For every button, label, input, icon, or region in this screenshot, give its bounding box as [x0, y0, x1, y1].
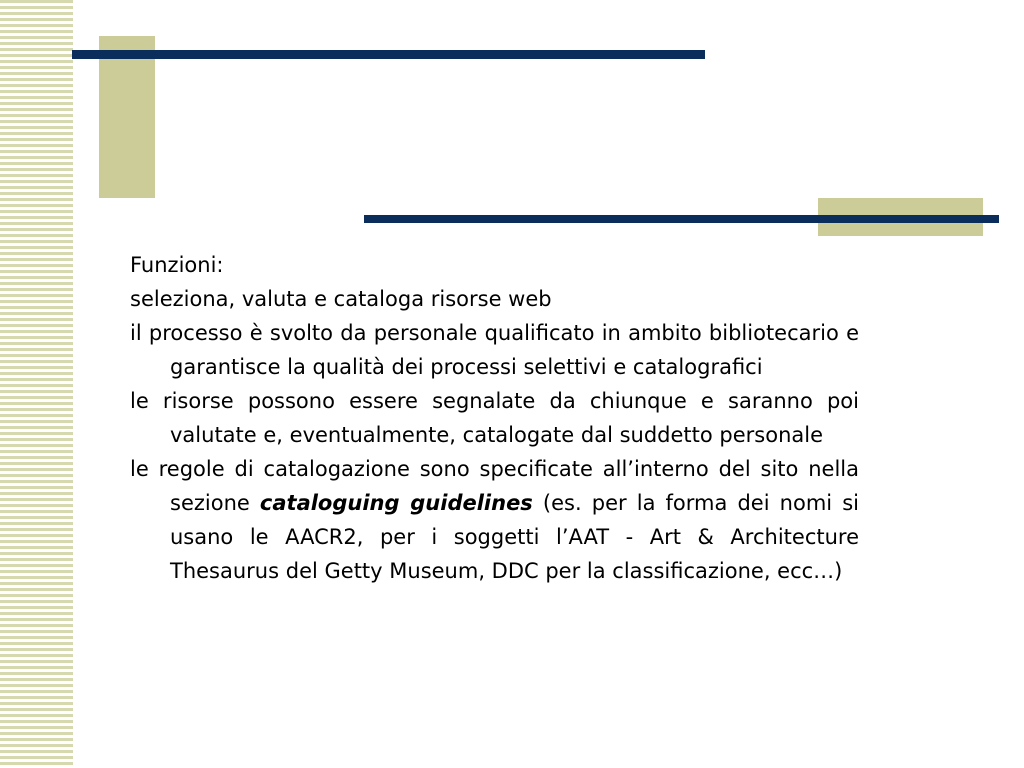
bullet-item: il processo è svolto da personale qualificato in ambito bibliotecario e garantisce la qualità dei processi selettivi e catalografici [130, 321, 859, 379]
decorative-tan-block-top [99, 36, 155, 198]
decorative-stripes [0, 0, 73, 768]
slide-body [130, 248, 859, 588]
bullet-item: le risorse possono essere segnalate da chiunque e saranno poi valutate e, eventualmente, catalogate dal suddetto personale [130, 389, 859, 447]
slide-heading: Funzioni: [130, 253, 224, 277]
bullet-item [130, 452, 859, 588]
bullet-text: (es. per la forma dei nomi si usano le AACR2, per i soggetti l’AAT - Art & Architecture Thesaurus del Getty Museum, DDC per la classificazione, ecc…) [170, 491, 859, 583]
bullet-text: le regole di catalogazione sono specificate all’interno del sito nella sezione [130, 457, 859, 515]
bullet-item: seleziona, valuta e cataloga risorse web [130, 287, 552, 311]
decorative-navy-bar-mid [364, 215, 999, 223]
emphasis-text: cataloguing guidelines [259, 491, 533, 515]
decorative-navy-bar-top [72, 50, 705, 59]
